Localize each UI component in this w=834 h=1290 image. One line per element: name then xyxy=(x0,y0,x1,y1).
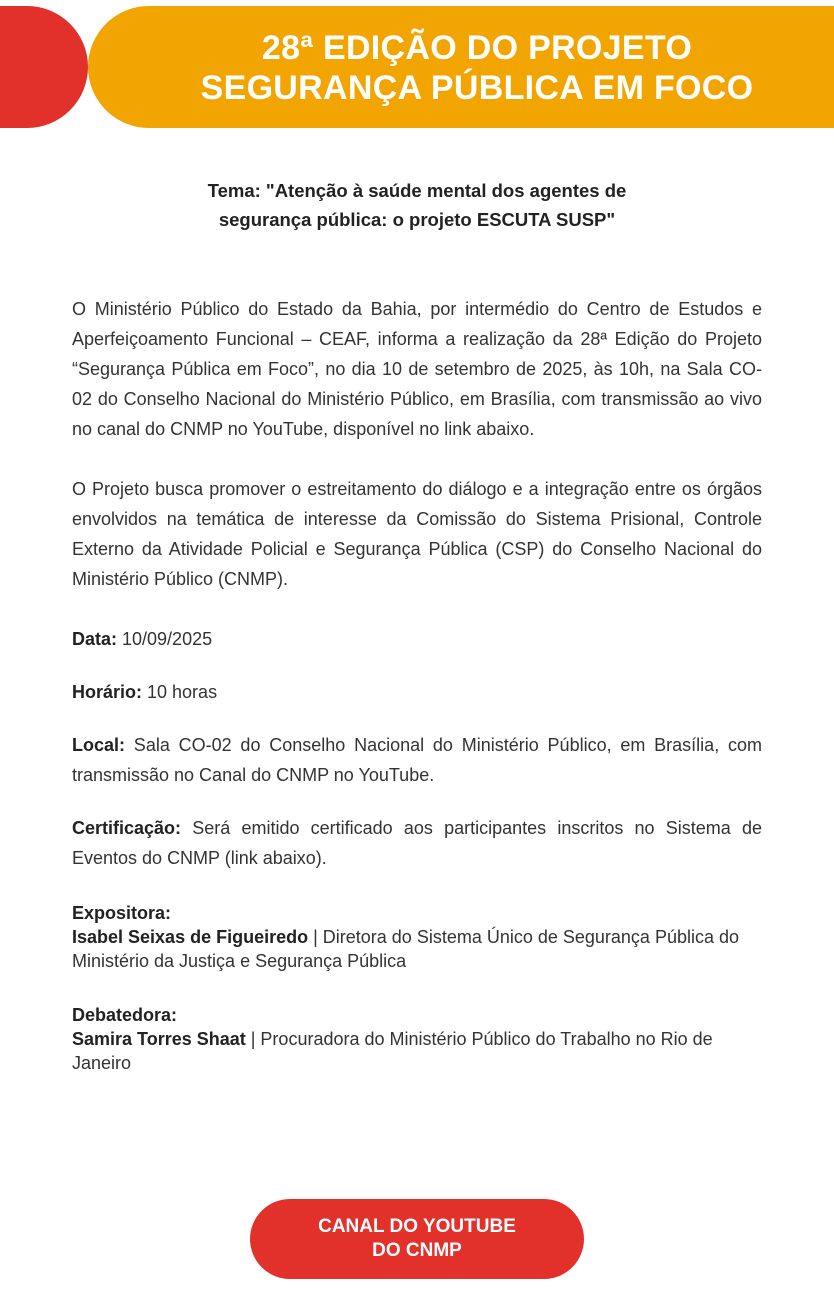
debatedora-label: Debatedora: xyxy=(72,1005,178,1025)
intro-paragraph: O Ministério Público do Estado da Bahia, por intermédio do Centro de Estudos e Aperfeiçoamento Funcional – CEAF, informa a realização da 28ª Edição do Projeto “Segurança Pública em Foco”, no dia 10 de setembro de 2025, às 10h, na Sala CO-02 do Conselho Nacional do Ministério Público, em Brasília, com transmissão ao vivo no canal do CNMP no YouTube, disponível no link abaixo. xyxy=(72,299,762,439)
event-body xyxy=(72,294,762,1075)
certification-field xyxy=(72,813,762,873)
date-field xyxy=(72,624,762,654)
expositora-name: Isabel Seixas de Figueiredo xyxy=(72,927,309,947)
page-title xyxy=(88,28,834,108)
cta-line-1: CANAL DO YOUTUBE xyxy=(318,1216,516,1237)
cta-line-2: DO CNMP xyxy=(372,1240,462,1261)
theme-line-1: Tema: "Atenção à saúde mental dos agentes de xyxy=(207,180,627,201)
title-line-2: SEGURANÇA PÚBLICA EM FOCO xyxy=(200,69,754,107)
location-value: Sala CO-02 do Conselho Nacional do Ministério Público, em Brasília, com transmissão no Canal do CNMP no YouTube. xyxy=(72,735,762,785)
speaker-expositora xyxy=(72,901,762,973)
certification-label: Certificação: xyxy=(72,818,182,838)
youtube-channel-button[interactable] xyxy=(250,1199,584,1279)
location-label: Local: xyxy=(72,735,126,755)
expositora-description: | Diretora do Sistema Único de Segurança Pública do Ministério da Justiça e Segurança Pública xyxy=(72,927,740,971)
header-red-accent xyxy=(0,6,88,128)
expositora-label: Expositora: xyxy=(72,903,172,923)
time-value: 10 horas xyxy=(142,682,218,702)
debatedora-name: Samira Torres Shaat xyxy=(72,1029,246,1049)
time-field xyxy=(72,677,762,707)
purpose-paragraph: O Projeto busca promover o estreitamento do diálogo e a integração entre os órgãos envolvidos na temática de interesse da Comissão do Sistema Prisional, Controle Externo da Atividade Policial e Segurança Pública (CSP) do Conselho Nacional do Ministério Público (CNMP). xyxy=(72,479,762,589)
title-line-1: 28ª EDIÇÃO DO PROJETO xyxy=(261,29,693,67)
event-theme xyxy=(120,176,714,234)
time-label: Horário: xyxy=(72,682,143,702)
speaker-debatedora xyxy=(72,1003,762,1075)
date-label: Data: xyxy=(72,629,118,649)
date-value: 10/09/2025 xyxy=(117,629,213,649)
location-field xyxy=(72,730,762,790)
certification-value: Será emitido certificado aos participantes inscritos no Sistema de Eventos do CNMP (link abaixo). xyxy=(72,818,762,868)
theme-line-2: segurança pública: o projeto ESCUTA SUSP" xyxy=(218,209,616,230)
debatedora-description: | Procuradora do Ministério Público do Trabalho no Rio de Janeiro xyxy=(72,1029,713,1073)
